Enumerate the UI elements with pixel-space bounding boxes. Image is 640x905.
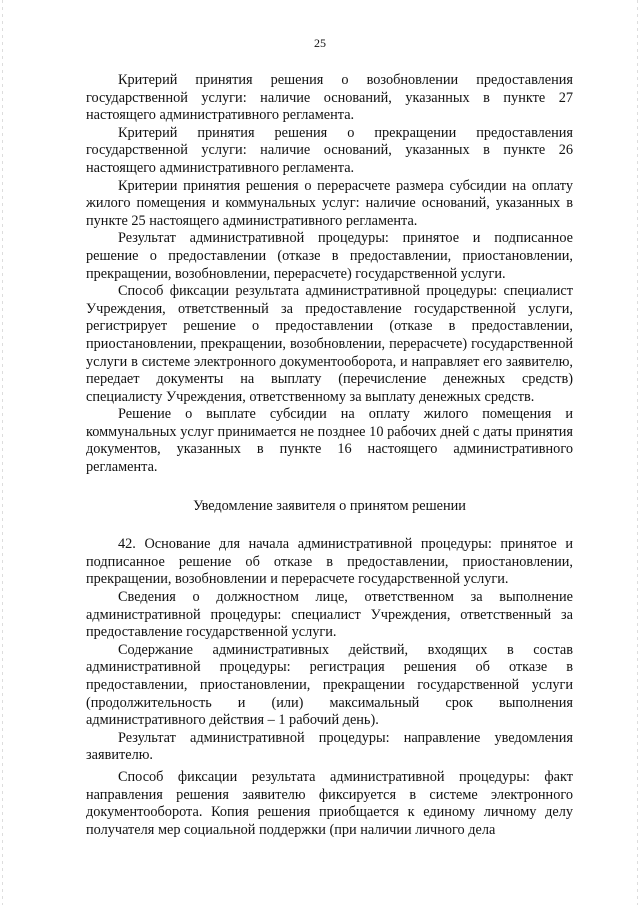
paragraph-procedure-result: Результат административной процедуры: принятое и подписанное решение о предоставлении (отказе в предоставлении, приостановлении, прекращении, возобновлении, перерасчете) государственной услуги. [86,230,573,282]
paragraph-notification-result: Результат административной процедуры: направление уведомления заявителю. [86,729,573,764]
paragraph-payment-decision: Решение о выплате субсидии на оплату жилого помещения и коммунальных услуг принимается не позднее 10 рабочих дней с даты принятия документов, указанных в пункте 16 настоящего административного регламента. [86,406,573,476]
paragraph-termination-criterion: Критерий принятия решения о прекращении предоставления государственной услуги: наличие оснований, указанных в пункте 26 настоящего административного регламента. [86,124,573,176]
paragraph-renewal-criterion: Критерий принятия решения о возобновлении предоставления государственной услуги: наличие оснований, указанных в пункте 27 настоящего административного регламента. [86,72,573,124]
paragraph-notification-recording: Способ фиксации результата административной процедуры: факт направления решения заявителю фиксируется в системе электронного документооборота. Копия решения приобщается к единому личному делу получателя мер социальной поддержки (при наличии личного дела [86,768,573,838]
scan-edge-left [2,0,3,905]
paragraph-responsible-official: Сведения о должностном лице, ответственном за выполнение административной процедуры: специалист Учреждения, ответственный за предоставление государственной услуги. [86,589,573,641]
paragraph-recalculation-criteria: Критерии принятия решения о перерасчете размера субсидии на оплату жилого помещения и коммунальных услуг: наличие оснований, указанных в пункте 25 настоящего административного регламента. [86,177,573,229]
document-body [86,72,573,839]
paragraph-42-basis: 42. Основание для начала административной процедуры: принятое и подписанное решение об отказе в предоставлении, приостановлении, прекращении, возобновлении и перерасчете государственной услуги. [86,536,573,588]
paragraph-recording-method: Способ фиксации результата административной процедуры: специалист Учреждения, ответственный за предоставление государственной услуги, регистрирует решение о предоставлении (отказе в предоставлении, приостановлении, прекращении, возобновлении, перерасчете) государственной услуги в системе электронного документооборота, и направляет его заявителю, передает документы на выплату (перечисление денежных средств) специалисту Учреждения, ответственному за выплату денежных средств. [86,283,573,405]
paragraph-administrative-actions: Содержание административных действий, входящих в состав административной процедуры: регистрация решения об отказе в предоставлении, приостановлении, прекращении государственной услуги (продолжительность и (или) максимальный срок выполнения административного действия – 1 рабочий день). [86,641,573,729]
page-number: 25 [314,36,326,50]
scan-edge-right [637,0,638,905]
section-heading: Уведомление заявителя о принятом решении [193,497,466,514]
